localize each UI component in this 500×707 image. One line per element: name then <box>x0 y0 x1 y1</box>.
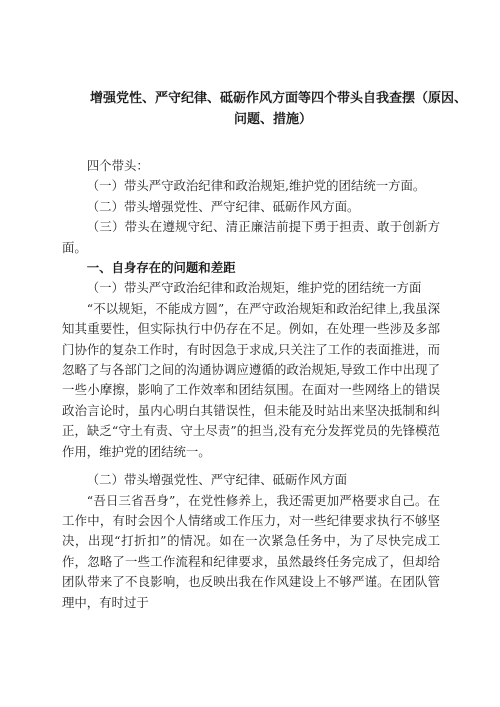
item-3: （三）带头在遵规守纪、清正廉洁前提下勇于担责、敢于创新方面。 <box>62 219 440 255</box>
sub-1-paragraph: “不以规矩，不能成方圆”，在严守政治规矩和政治纪律上,我虽深知其重要性，但实际执行中仍存在不足。例如，在处理一些涉及多部门协作的复杂工作时，有时因急于求成,只关注了工作的表面推进，而忽略了与各部门之间的沟通协调应遵循的政治规矩,导致工作中出现了一些小摩擦，影响了工作效率和团结氛围。在面对一些网络上的错误政治言论时，虽内心明白其错误性，但未能及时站出来坚决抵制和纠正，缺乏“守土有责、守土尽责”的担当,没有充分发挥党员的先锋模范作用，维护党的团结统一。 <box>62 300 440 459</box>
sub-1-heading: （一）带头严守政治纪律和政治规矩，维护党的团结统一方面 <box>86 280 422 296</box>
title-line-1: 增强党性、严守纪律、砥砺作风方面等四个带头自我查摆（原因、 <box>90 91 468 106</box>
sub-2-heading: （二）带头增强党性、严守纪律、砥砺作风方面 <box>86 472 347 488</box>
title-line-2: 问题、措施） <box>233 112 312 127</box>
section-1-heading: 一、自身存在的问题和差距 <box>86 260 236 276</box>
intro-heading: 四个带头： <box>86 158 149 173</box>
document-body <box>62 156 440 613</box>
document-title <box>90 88 468 130</box>
sub-2-paragraph: “吾日三省吾身”，在党性修养上，我还需更加严格要求自己。在工作中，有时会因个人情绪或工作压力，对一些纪律要求执行不够坚决，出现“打折扣”的情况。如在一次紧急任务中，为了尽快完成工作，忽略了一些工作流程和纪律要求，虽然最终任务完成了，但却给团队带来了不良影响，也反映出我在作风建设上不够严谨。在团队管理中，有时过于 <box>62 492 440 610</box>
item-2: （二）带头增强党性、严守纪律、砥砺作风方面。 <box>86 198 360 214</box>
item-1: （一）带头严守政治纪律和政治规矩,维护党的团结统一方面。 <box>86 178 426 194</box>
